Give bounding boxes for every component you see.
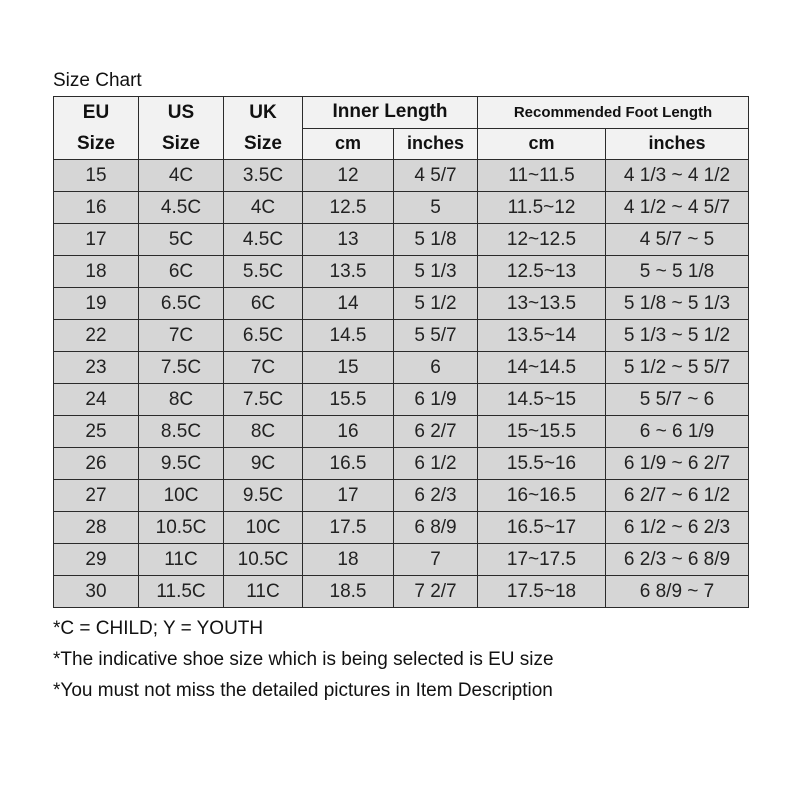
cell-foot-inches: 6 8/9 ~ 7 xyxy=(606,576,749,608)
cell-inner-inches: 4 5/7 xyxy=(394,160,478,192)
cell-uk-size: 9.5C xyxy=(224,480,303,512)
cell-us-size: 11.5C xyxy=(139,576,224,608)
cell-foot-cm: 13.5~14 xyxy=(478,320,606,352)
header-us-size xyxy=(139,97,224,160)
cell-inner-cm: 12 xyxy=(303,160,394,192)
cell-foot-inches: 6 2/3 ~ 6 8/9 xyxy=(606,544,749,576)
cell-us-size: 9.5C xyxy=(139,448,224,480)
cell-inner-inches: 5 xyxy=(394,192,478,224)
cell-us-size: 6C xyxy=(139,256,224,288)
note-eu-size: *The indicative shoe size which is being selected is EU size xyxy=(53,649,554,670)
cell-inner-cm: 15 xyxy=(303,352,394,384)
header-us-sub: Size xyxy=(161,133,201,154)
cell-inner-cm: 14.5 xyxy=(303,320,394,352)
cell-inner-inches: 5 1/2 xyxy=(394,288,478,320)
cell-inner-inches: 5 5/7 xyxy=(394,320,478,352)
cell-us-size: 7.5C xyxy=(139,352,224,384)
cell-inner-inches: 6 xyxy=(394,352,478,384)
table-row xyxy=(54,384,749,416)
header-inner-cm: cm xyxy=(303,128,394,160)
cell-eu-size: 18 xyxy=(54,256,139,288)
cell-us-size: 10.5C xyxy=(139,512,224,544)
cell-foot-inches: 5 1/2 ~ 5 5/7 xyxy=(606,352,749,384)
cell-foot-cm: 11~11.5 xyxy=(478,160,606,192)
table-row xyxy=(54,320,749,352)
cell-inner-inches: 7 xyxy=(394,544,478,576)
cell-foot-inches: 5 1/3 ~ 5 1/2 xyxy=(606,320,749,352)
cell-eu-size: 16 xyxy=(54,192,139,224)
size-chart-table xyxy=(53,96,749,608)
header-uk-sub: Size xyxy=(243,133,283,154)
cell-eu-size: 15 xyxy=(54,160,139,192)
cell-foot-cm: 17~17.5 xyxy=(478,544,606,576)
table-body xyxy=(54,160,749,608)
cell-inner-inches: 6 2/3 xyxy=(394,480,478,512)
cell-uk-size: 7C xyxy=(224,352,303,384)
cell-uk-size: 5.5C xyxy=(224,256,303,288)
cell-inner-inches: 6 8/9 xyxy=(394,512,478,544)
cell-foot-cm: 14.5~15 xyxy=(478,384,606,416)
table-row xyxy=(54,544,749,576)
cell-inner-cm: 16.5 xyxy=(303,448,394,480)
cell-eu-size: 23 xyxy=(54,352,139,384)
cell-foot-cm: 17.5~18 xyxy=(478,576,606,608)
cell-us-size: 10C xyxy=(139,480,224,512)
cell-foot-inches: 6 1/2 ~ 6 2/3 xyxy=(606,512,749,544)
cell-uk-size: 10.5C xyxy=(224,544,303,576)
cell-uk-size: 11C xyxy=(224,576,303,608)
cell-eu-size: 19 xyxy=(54,288,139,320)
cell-us-size: 5C xyxy=(139,224,224,256)
cell-foot-inches: 5 ~ 5 1/8 xyxy=(606,256,749,288)
header-eu-sub: Size xyxy=(76,133,116,154)
header-recommended-foot-length: Recommended Foot Length xyxy=(478,97,749,129)
table-row xyxy=(54,224,749,256)
cell-eu-size: 24 xyxy=(54,384,139,416)
table-row xyxy=(54,288,749,320)
cell-foot-inches: 5 5/7 ~ 6 xyxy=(606,384,749,416)
cell-inner-inches: 6 1/2 xyxy=(394,448,478,480)
cell-eu-size: 29 xyxy=(54,544,139,576)
cell-uk-size: 3.5C xyxy=(224,160,303,192)
cell-foot-inches: 4 1/2 ~ 4 5/7 xyxy=(606,192,749,224)
cell-eu-size: 22 xyxy=(54,320,139,352)
cell-eu-size: 30 xyxy=(54,576,139,608)
cell-eu-size: 27 xyxy=(54,480,139,512)
table-row xyxy=(54,192,749,224)
cell-eu-size: 28 xyxy=(54,512,139,544)
cell-uk-size: 7.5C xyxy=(224,384,303,416)
chart-title: Size Chart xyxy=(53,70,142,91)
cell-uk-size: 6C xyxy=(224,288,303,320)
cell-inner-inches: 6 1/9 xyxy=(394,384,478,416)
cell-eu-size: 25 xyxy=(54,416,139,448)
table-row xyxy=(54,576,749,608)
cell-foot-cm: 12~12.5 xyxy=(478,224,606,256)
cell-foot-inches: 4 1/3 ~ 4 1/2 xyxy=(606,160,749,192)
cell-foot-inches: 6 1/9 ~ 6 2/7 xyxy=(606,448,749,480)
table-row xyxy=(54,352,749,384)
cell-us-size: 7C xyxy=(139,320,224,352)
cell-foot-cm: 16.5~17 xyxy=(478,512,606,544)
cell-eu-size: 26 xyxy=(54,448,139,480)
note-child-youth: *C = CHILD; Y = YOUTH xyxy=(53,618,264,639)
cell-foot-inches: 4 5/7 ~ 5 xyxy=(606,224,749,256)
header-inner-inches: inches xyxy=(394,128,478,160)
cell-eu-size: 17 xyxy=(54,224,139,256)
cell-inner-cm: 15.5 xyxy=(303,384,394,416)
cell-us-size: 4C xyxy=(139,160,224,192)
cell-inner-cm: 13.5 xyxy=(303,256,394,288)
header-inner-length: Inner Length xyxy=(303,97,478,129)
header-us-label: US xyxy=(167,102,195,123)
cell-uk-size: 4.5C xyxy=(224,224,303,256)
cell-foot-cm: 16~16.5 xyxy=(478,480,606,512)
table-row xyxy=(54,512,749,544)
cell-us-size: 11C xyxy=(139,544,224,576)
cell-inner-cm: 18 xyxy=(303,544,394,576)
header-uk-size xyxy=(224,97,303,160)
header-foot-cm: cm xyxy=(478,128,606,160)
table-row xyxy=(54,416,749,448)
cell-inner-inches: 5 1/8 xyxy=(394,224,478,256)
cell-inner-cm: 12.5 xyxy=(303,192,394,224)
table-row xyxy=(54,256,749,288)
note-item-description: *You must not miss the detailed pictures in Item Description xyxy=(53,680,553,701)
header-eu-size xyxy=(54,97,139,160)
table-row xyxy=(54,448,749,480)
cell-inner-inches: 7 2/7 xyxy=(394,576,478,608)
cell-us-size: 6.5C xyxy=(139,288,224,320)
cell-foot-cm: 12.5~13 xyxy=(478,256,606,288)
cell-inner-cm: 16 xyxy=(303,416,394,448)
cell-inner-cm: 17.5 xyxy=(303,512,394,544)
table-header xyxy=(54,97,749,160)
cell-uk-size: 6.5C xyxy=(224,320,303,352)
cell-foot-inches: 6 ~ 6 1/9 xyxy=(606,416,749,448)
cell-inner-inches: 5 1/3 xyxy=(394,256,478,288)
notes xyxy=(53,616,554,709)
cell-us-size: 8C xyxy=(139,384,224,416)
header-eu-label: EU xyxy=(82,102,110,123)
cell-inner-cm: 17 xyxy=(303,480,394,512)
header-uk-label: UK xyxy=(249,102,277,123)
cell-inner-inches: 6 2/7 xyxy=(394,416,478,448)
cell-foot-cm: 15~15.5 xyxy=(478,416,606,448)
cell-inner-cm: 14 xyxy=(303,288,394,320)
cell-foot-inches: 5 1/8 ~ 5 1/3 xyxy=(606,288,749,320)
cell-uk-size: 9C xyxy=(224,448,303,480)
cell-uk-size: 10C xyxy=(224,512,303,544)
cell-inner-cm: 13 xyxy=(303,224,394,256)
cell-foot-cm: 15.5~16 xyxy=(478,448,606,480)
cell-us-size: 4.5C xyxy=(139,192,224,224)
cell-foot-cm: 13~13.5 xyxy=(478,288,606,320)
header-row-top xyxy=(54,97,749,129)
cell-us-size: 8.5C xyxy=(139,416,224,448)
cell-foot-inches: 6 2/7 ~ 6 1/2 xyxy=(606,480,749,512)
table-row xyxy=(54,480,749,512)
cell-inner-cm: 18.5 xyxy=(303,576,394,608)
cell-uk-size: 8C xyxy=(224,416,303,448)
cell-foot-cm: 14~14.5 xyxy=(478,352,606,384)
cell-foot-cm: 11.5~12 xyxy=(478,192,606,224)
cell-uk-size: 4C xyxy=(224,192,303,224)
header-foot-inches: inches xyxy=(606,128,749,160)
table-row xyxy=(54,160,749,192)
